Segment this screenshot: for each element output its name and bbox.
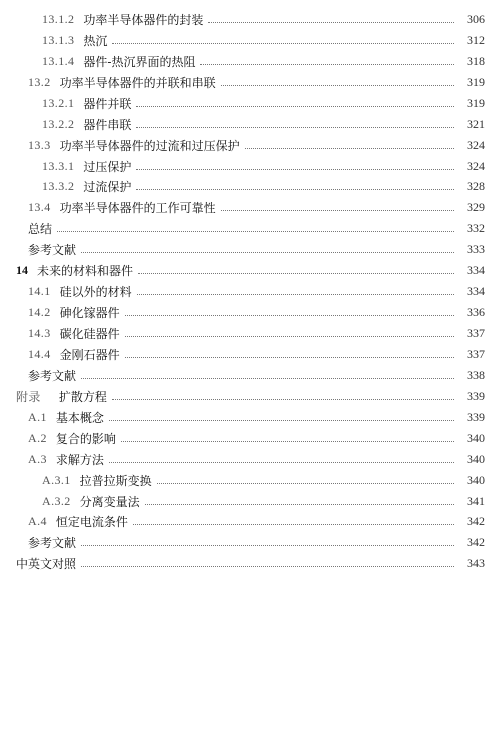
toc-entry-page: 318 — [467, 53, 485, 68]
toc-entry-title: 功率半导体器件的过流和过压保护 — [59, 138, 240, 153]
toc-entry-number: 13.1.4 — [42, 53, 75, 68]
table-of-contents — [0, 9, 499, 574]
toc-entry-title: 砷化镓器件 — [59, 306, 120, 321]
toc-entry-number: 13.1.3 — [42, 32, 75, 47]
dot-leader — [81, 545, 454, 546]
toc-entry-page: 329 — [467, 200, 485, 215]
toc-entry-number: 14 — [16, 263, 28, 278]
toc-entry[interactable] — [0, 197, 499, 218]
dot-leader — [138, 273, 454, 274]
toc-entry[interactable] — [0, 93, 499, 114]
toc-entry-title: 器件并联 — [83, 96, 132, 111]
toc-entry-number: 14.1 — [28, 284, 51, 299]
toc-entry-title: 参考文献 — [28, 536, 77, 551]
toc-entry-title: 器件串联 — [83, 117, 132, 132]
toc-entry-number: 13.2.2 — [42, 116, 75, 131]
toc-entry[interactable] — [0, 302, 499, 323]
dot-leader — [125, 336, 454, 337]
toc-entry[interactable] — [0, 512, 499, 533]
toc-entry-number: 13.3 — [28, 137, 51, 152]
toc-entry-title: 过流保护 — [83, 180, 132, 195]
toc-entry-number: 13.3.1 — [42, 158, 75, 173]
dot-leader — [112, 43, 454, 44]
toc-entry[interactable] — [0, 72, 499, 93]
toc-entry-page: 336 — [467, 305, 485, 320]
toc-entry[interactable] — [0, 532, 499, 553]
dot-leader — [136, 189, 454, 190]
toc-entry-page: 332 — [467, 221, 485, 236]
toc-entry-title: 碳化硅器件 — [59, 327, 120, 342]
toc-entry-title: 中英文对照 — [16, 557, 77, 572]
toc-entry-title: 恒定电流条件 — [55, 515, 128, 530]
toc-entry-page: 333 — [467, 242, 485, 257]
toc-entry-title: 复合的影响 — [55, 431, 116, 446]
toc-entry-page: 334 — [467, 284, 485, 299]
toc-entry-page: 337 — [467, 346, 485, 361]
toc-entry-title: 参考文献 — [28, 243, 77, 258]
toc-entry-page: 319 — [467, 74, 485, 89]
toc-entry-title: 器件-热沉界面的热阻 — [83, 54, 196, 69]
dot-leader — [125, 357, 454, 358]
dot-leader — [109, 462, 454, 463]
toc-entry-number: A.3.2 — [42, 493, 71, 508]
toc-entry-number: 14.3 — [28, 326, 51, 341]
toc-entry[interactable] — [0, 386, 499, 407]
dot-leader — [208, 22, 454, 23]
dot-leader — [81, 252, 454, 253]
toc-entry-page: 342 — [467, 514, 485, 529]
toc-entry-number: 13.3.2 — [42, 179, 75, 194]
toc-entry[interactable] — [0, 156, 499, 177]
dot-leader — [133, 524, 454, 525]
toc-entry-number: A.1 — [28, 409, 47, 424]
toc-entry-number: 13.1.2 — [42, 11, 75, 26]
toc-entry-page: 337 — [467, 326, 485, 341]
toc-entry-title: 金刚石器件 — [59, 347, 120, 362]
toc-entry-number: A.4 — [28, 514, 47, 529]
dot-leader — [125, 315, 454, 316]
toc-entry-page: 334 — [467, 263, 485, 278]
toc-entry-number: 13.2.1 — [42, 95, 75, 110]
dot-leader — [136, 127, 454, 128]
toc-entry-title: 扩散方程 — [58, 389, 107, 404]
toc-entry-page: 339 — [467, 409, 485, 424]
toc-entry[interactable] — [0, 177, 499, 198]
toc-entry-page: 340 — [467, 430, 485, 445]
toc-entry-number: 13.4 — [28, 200, 51, 215]
dot-leader — [137, 294, 454, 295]
toc-entry-page: 321 — [467, 116, 485, 131]
toc-entry-title: 分离变量法 — [79, 494, 140, 509]
toc-entry-page: 312 — [467, 32, 485, 47]
dot-leader — [157, 483, 454, 484]
toc-entry-title: 求解方法 — [55, 452, 104, 467]
toc-entry[interactable] — [0, 30, 499, 51]
toc-entry[interactable] — [0, 344, 499, 365]
dot-leader — [81, 566, 454, 567]
dot-leader — [136, 106, 454, 107]
toc-entry-number: A.3.1 — [42, 472, 71, 487]
toc-entry-page: 343 — [467, 556, 485, 571]
toc-entry-page: 324 — [467, 137, 485, 152]
toc-entry[interactable] — [0, 281, 499, 302]
toc-entry-title: 硅以外的材料 — [59, 285, 132, 300]
toc-entry-number: A.2 — [28, 430, 47, 445]
toc-entry-page: 341 — [467, 493, 485, 508]
toc-entry[interactable] — [0, 260, 499, 281]
toc-entry[interactable] — [0, 9, 499, 30]
toc-entry-number: 附录 — [16, 389, 41, 404]
toc-entry[interactable] — [0, 553, 499, 574]
dot-leader — [109, 420, 454, 421]
dot-leader — [145, 504, 454, 505]
toc-entry-page: 339 — [467, 388, 485, 403]
dot-leader — [136, 169, 454, 170]
toc-entry[interactable] — [0, 51, 499, 72]
toc-entry-page: 342 — [467, 535, 485, 550]
dot-leader — [221, 85, 454, 86]
toc-entry-page: 340 — [467, 451, 485, 466]
toc-entry[interactable] — [0, 218, 499, 239]
toc-entry-title: 基本概念 — [55, 410, 104, 425]
dot-leader — [81, 378, 454, 379]
dot-leader — [221, 210, 454, 211]
toc-entry-page: 324 — [467, 158, 485, 173]
toc-entry-page: 306 — [467, 11, 485, 26]
toc-entry-title: 未来的材料和器件 — [37, 264, 134, 279]
toc-entry[interactable] — [0, 114, 499, 135]
dot-leader — [245, 148, 454, 149]
toc-entry-number: 14.2 — [28, 305, 51, 320]
toc-entry-title: 功率半导体器件的并联和串联 — [59, 75, 216, 90]
toc-entry-page: 340 — [467, 472, 485, 487]
dot-leader — [200, 64, 454, 65]
dot-leader — [112, 399, 454, 400]
toc-entry-number: 14.4 — [28, 346, 51, 361]
toc-entry[interactable] — [0, 135, 499, 156]
toc-entry-title: 功率半导体器件的封装 — [83, 12, 204, 27]
toc-entry-page: 319 — [467, 95, 485, 110]
toc-entry-title: 热沉 — [83, 33, 108, 48]
dot-leader — [121, 441, 454, 442]
toc-entry-title: 过压保护 — [83, 159, 132, 174]
toc-entry-page: 338 — [467, 367, 485, 382]
toc-entry-title: 功率半导体器件的工作可靠性 — [59, 201, 216, 216]
toc-entry-page: 328 — [467, 179, 485, 194]
toc-entry-title: 总结 — [28, 222, 53, 237]
toc-entry-number: 13.2 — [28, 74, 51, 89]
toc-entry[interactable] — [0, 365, 499, 386]
toc-entry[interactable] — [0, 491, 499, 512]
toc-entry[interactable] — [0, 428, 499, 449]
toc-entry[interactable] — [0, 323, 499, 344]
toc-entry-number: A.3 — [28, 451, 47, 466]
toc-entry[interactable] — [0, 470, 499, 491]
toc-entry-title: 参考文献 — [28, 368, 77, 383]
toc-entry[interactable] — [0, 239, 499, 260]
toc-entry[interactable] — [0, 407, 499, 428]
toc-entry[interactable] — [0, 449, 499, 470]
dot-leader — [57, 231, 454, 232]
toc-entry-title: 拉普拉斯变换 — [79, 473, 152, 488]
